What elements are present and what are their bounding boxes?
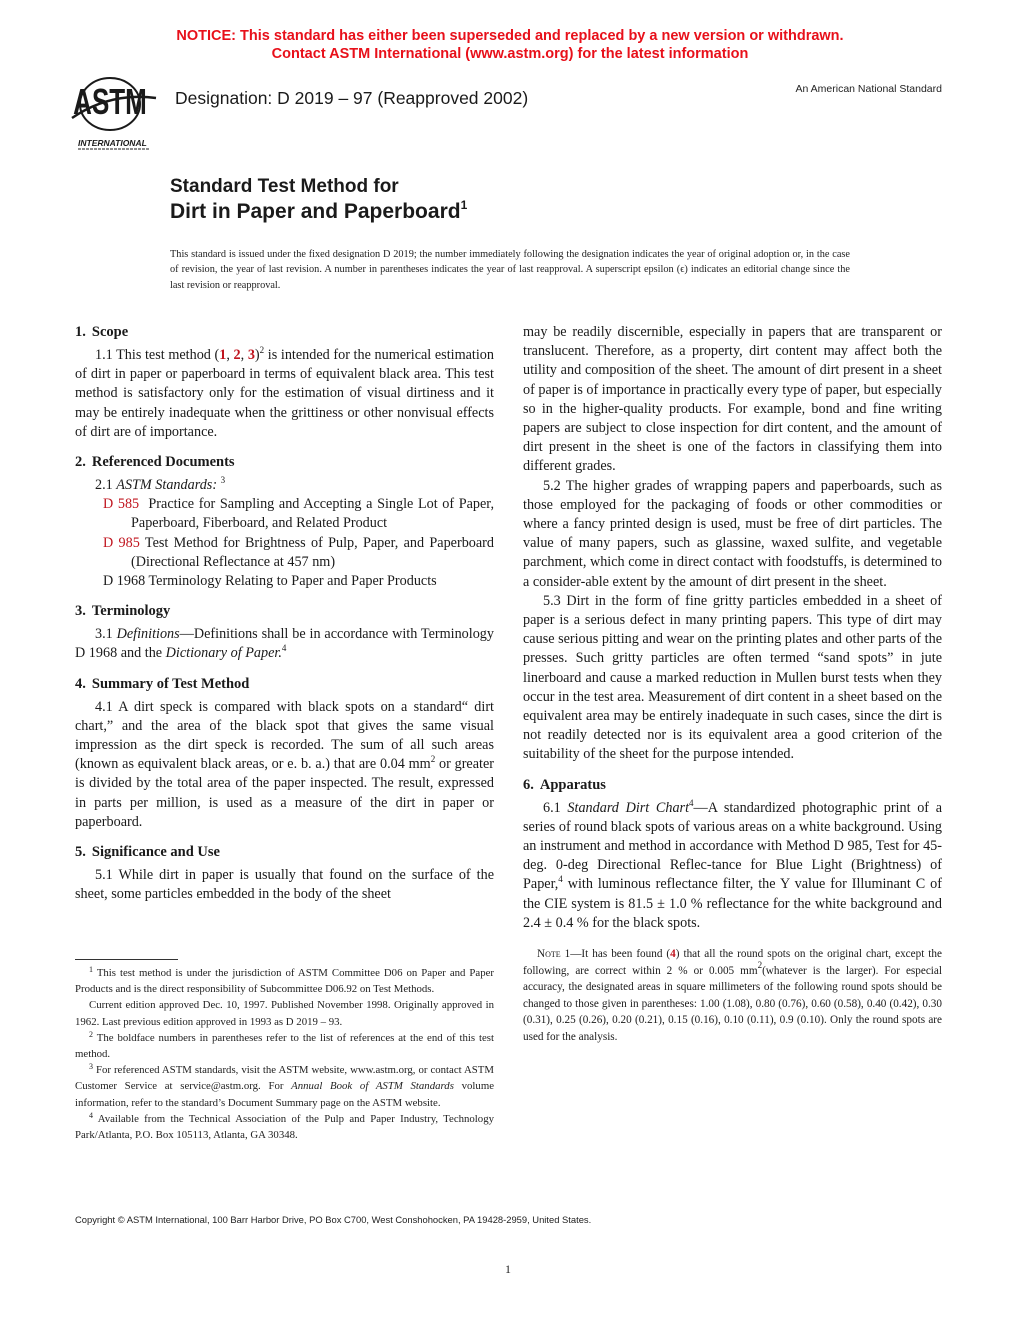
paragraph-5-1-continued: may be readily discernible, especially in papers that are transparent or translucent. Therefore, as a property, dirt content may affect both the utility and composition of the sheet. The amount of dirt present in a sheet of paper is of importance in practically every type of paper, but especially so in the higher-quality products. For example, bond and fine writing papers are subject to close inspection for dirt content, and the amount of dirt present in the sheet is one of the factors in classifying them into different grades. <box>523 324 942 475</box>
footnote-4: $^4$ Available from the Technical Association of the Pulp and Paper Industry, Technology Park/Atlanta, P.O. Box 105113, Atlanta, GA 30348. <box>75 1110 494 1142</box>
section-apparatus <box>523 776 942 1046</box>
svg-text:INTERNATIONAL: INTERNATIONAL <box>78 138 147 148</box>
title-line-2: Dirt in Paper and Paperboard$^1$ <box>170 198 468 223</box>
section-heading: 1. Scope <box>75 324 129 340</box>
footnote-3: $^3$ For referenced ASTM standards, visit the ASTM website, www.astm.org, or contact ASTM Customer Service at service@astm.org. For Annual Book of ASTM Standards volume information, refer to the standard’s Document Summary page on the ASTM website. <box>75 1062 495 1109</box>
national-standard-label: An American National Standard <box>795 83 942 95</box>
section-scope <box>75 323 494 442</box>
title-line-1: Standard Test Method for <box>170 176 399 197</box>
page-number: 1 <box>505 1262 511 1276</box>
svg-text:ASTM: ASTM <box>73 80 147 123</box>
designation: Designation: D 2019 – 97 (Reapproved 2002) <box>175 88 529 108</box>
copyright: Copyright © ASTM International, 100 Barr Harbor Drive, PO Box C700, West Conshohocken, PA 19428-2959, United States. <box>75 1214 592 1225</box>
paragraph-4-1: 4.1 A dirt speck is compared with black spots on a standard“ dirt chart,” and the area of the black spot that gives the same visual impression as the dirt speck is recorded. The sum of all such areas (known as equivalent black areas, or e. b. a.) that are 0.04 $mm^2$ or greater is divided by the total area of the paper inspected. The result, expressed in parts per million, is used as a measure of the dirt in paper or paperboard. <box>75 698 494 830</box>
footnote-divider <box>75 959 178 960</box>
section-heading: 3. Terminology <box>75 603 171 620</box>
issued-statement: This standard is issued under the fixed designation D 2019; the number immediately following the designation indicates the year of original adoption or, in the case of revision, the year of last revision. A number in parentheses indicates the year of last reapproval. A superscript epsilon (ϵ) indicates an editorial change since the last revision or reapproval. <box>170 249 850 291</box>
doc-link-d585[interactable]: D 585 <box>103 496 140 513</box>
paragraph-3-1: 3.1 Definitions—Definitions shall be in accordance with Terminology D 1968 and the Dictionary of Paper.$^4$ <box>75 626 494 662</box>
reference-link-3[interactable]: 3 <box>247 347 255 363</box>
section-referenced-documents <box>75 453 494 591</box>
footnote-1-edition: Current edition approved Dec. 10, 1997. Published November 1998. Originally approved in 1962. Last previous edition approved in 1993 as D 2019 – 93. <box>75 999 494 1028</box>
reference-link-4[interactable]: 4 <box>670 948 676 961</box>
notice-line-2: Contact ASTM International (www.astm.org) for the latest information <box>271 46 749 62</box>
astm-logo-icon <box>64 72 164 152</box>
section-summary <box>75 675 494 832</box>
supersede-notice <box>0 27 1020 63</box>
section-terminology <box>75 602 494 663</box>
reference-link-2[interactable]: 2 <box>233 347 241 363</box>
notice-line-1: NOTICE: This standard has either been superseded and replaced by a new version or withdrawn. <box>176 28 844 44</box>
note-1: Note 1—It has been found (4) that all the round spots on the original chart, except the following, are correct within 2 % or 0.005 $mm^2(whatever$ is the larger). For especial accuracy, the designated areas in square millimeters of the following round spots should be changed to those given in parentheses: 1.00 (1.08), 0.80 (0.76), 0.60 (0.58), 0.40 (0.42), 0.30 (0.31), 0.25 (0.26), 0.20 (0.21), 0.15 (0.16), 0.10 (0.11), 0.9 (0.10). Only the round spots are used for the analysis. <box>523 948 942 1044</box>
footnotes <box>75 965 494 1143</box>
section-heading: 6. Apparatus <box>523 776 606 793</box>
section-heading: 4. Summary of Test Method <box>75 675 250 692</box>
paragraph-1-1: 1.1 This test method (1, 2, 3)$^2$ is intended for the numerical estimation of dirt in paper or paperboard in terms of equivalent black area. This test method is satisfactory only for the estimation of visual dirtiness and it may be entirely inadequate when the grittiness or other nonvisual effects of dirt are of importance. <box>75 345 494 440</box>
astm-standards-subhead: 2.1 ASTM Standards: $^3$ <box>95 475 226 494</box>
section-significance <box>75 843 494 904</box>
paragraph-5-3: 5.3 Dirt in the form of fine gritty particles embedded in a sheet of paper is a serious defect in many printing papers. This type of dirt may cause serious pitting and wear on the printing plates and other parts of the presses. Such gritty particles are often termed “sand spots” in jute linerboard and cause a marked reduction in Mullen burst tests when they occur in the test area. Measurement of dirt content in a sheet based on the equivalent area may be entirely inadequate in such cases, since the dirt is not readily detected nor is its equivalent area a good criterion of the suitability of the sheet for the purpose intended. <box>523 592 942 763</box>
section-heading: 2. Referenced Documents <box>75 454 235 471</box>
paragraph-5-2: 5.2 The higher grades of wrapping papers and paperboards, such as those employed for the packaging of foods or other commodities or where a fancy printed design is used, must be free of dirt particles. The value of many papers, such as glassine, waxed sulfite, and vegetable parchment, which come in direct contact with foodstuffs, is determined to a consider-able extent by the amount of dirt present in the sheet. <box>523 477 942 590</box>
footnote-2: $^2$ The boldface numbers in parentheses refer to the list of references at the end of this test method. <box>75 1029 494 1061</box>
paragraph-5-1-start: 5.1 While dirt in paper is usually that found on the surface of the sheet, some particles embedded in the body of the sheet <box>75 867 494 903</box>
referenced-doc-d1968: D 1968 Terminology Relating to Paper and Paper Products <box>103 573 437 590</box>
left-column <box>75 323 494 915</box>
document-title <box>170 175 467 225</box>
section-heading: 5. Significance and Use <box>75 844 220 861</box>
referenced-doc-d985: D 985 Test Method for Brightness of Pulp, Paper, and Paperboard (Directional Reflectance at 457 nm) <box>103 534 494 570</box>
referenced-doc-d585: D 585 Practice for Sampling and Accepting a Single Lot of Paper, Paperboard, Fiberboard, and Related Product <box>103 496 494 532</box>
footnote-1: $^1$ This test method is under the jurisdiction of ASTM Committee D06 on Paper and Paper Products and is the direct responsibility of Subcommittee D06.92 on Test Methods. <box>75 965 494 996</box>
paragraph-6-1: 6.1 Standard Dirt Chart$^4$—A standardized photographic print of a series of round black spots of various areas on a white background. Using an instrument and method in accordance with Method D 985, Test for 45-deg. 0-deg Directional Reflec-tance for Blue Light (Brightness) of Paper,$^4$ with luminous reflectance filter, the Y value for Illuminant C of the CIE system is 81.5 ± 1.0 % reflectance for the white background and 2.4 ± 0.4 % for the black spots. <box>523 797 942 931</box>
doc-link-d985[interactable]: D 985 <box>103 534 140 551</box>
footnote-ref[interactable]: 1 <box>460 198 468 212</box>
right-column <box>523 323 942 1057</box>
reference-link-1[interactable]: 1 <box>219 347 227 363</box>
